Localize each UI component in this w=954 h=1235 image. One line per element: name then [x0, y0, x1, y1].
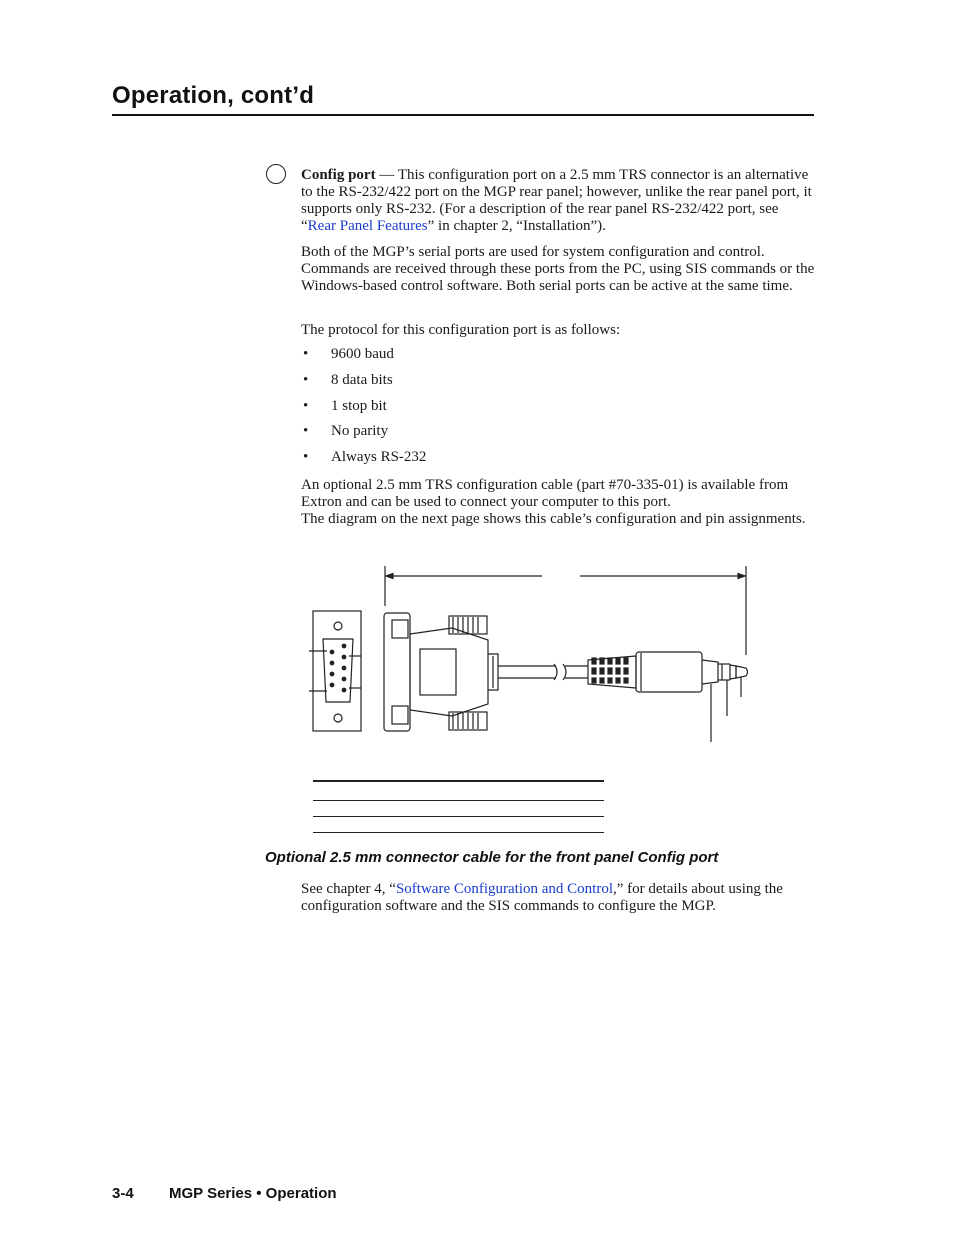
callout-leaders — [711, 677, 741, 742]
closing-paragraph — [301, 881, 816, 915]
protocol-intro-paragraph: The protocol for this configuration port is as follows: — [301, 322, 621, 338]
list-item — [301, 371, 601, 397]
bullet-icon: • — [303, 346, 309, 362]
config-port-text: — This configuration port on a 2.5 mm TRS connector is an alternative to the RS-232/422 port on the MGP rear panel; however, unlike the rear panel port, it supports only RS-232. (For a description of the rear panel RS-232/422 port, see “ — [301, 167, 812, 234]
software-configuration-link[interactable]: Software Configuration and Control — [395, 881, 613, 897]
serial-ports-paragraph: Both of the MGP’s serial ports are used for system configuration and control. Commands are received through these ports from the PC, using SIS commands or the Windows-based control software. Both serial ports can be active at the same time. — [301, 244, 815, 294]
bullet-icon: • — [303, 449, 309, 466]
list-item — [301, 397, 601, 423]
config-port-term: Config port — [301, 167, 376, 183]
figure-caption: Optional 2.5 mm connector cable for the front panel Config port — [265, 849, 719, 866]
trs-plug — [588, 652, 748, 692]
diagram-reference-text: The diagram on the next page shows this cable’s configuration and pin assignments. — [301, 511, 806, 527]
list-item — [301, 422, 601, 448]
footer-section: MGP Series • Operation — [169, 1185, 337, 1202]
page-title: Operation, cont’d — [112, 82, 315, 109]
bullet-icon: • — [303, 371, 309, 388]
cable-availability-text: An optional 2.5 mm TRS configuration cable (part #70-335-01) is available from Extron and can be used to connect your computer to this port. — [301, 477, 789, 510]
cable-availability-paragraph — [301, 477, 816, 528]
title-rule — [112, 114, 814, 116]
pin-table-rule — [313, 816, 604, 817]
closing-text-end: ,” for details about using the configuration software and the SIS commands to configure the MGP. — [301, 881, 783, 914]
cable — [498, 664, 588, 680]
list-item-text: 1 stop bit — [331, 397, 387, 414]
callout-circle-icon — [266, 164, 286, 184]
closing-text: See chapter 4, “ — [301, 881, 396, 897]
list-item-text: 8 data bits — [331, 371, 393, 388]
list-item-text: 9600 baud — [331, 346, 394, 362]
list-item-text: No parity — [331, 423, 389, 440]
list-item — [301, 345, 601, 371]
pin-table-top-rule — [313, 780, 604, 782]
list-item-text: Always RS-232 — [331, 449, 427, 466]
bullet-icon: • — [303, 397, 309, 414]
pin-table-rule — [313, 800, 604, 801]
dimension-lines — [385, 566, 746, 655]
config-port-text-end: ” in chapter 2, “Installation”). — [427, 218, 606, 234]
rear-panel-features-link[interactable]: Rear Panel Features — [307, 218, 428, 234]
db9-connector-body — [384, 613, 498, 731]
pin-table-rule — [313, 832, 604, 833]
db9-connector-face — [309, 611, 361, 731]
list-item — [301, 448, 601, 474]
cable-diagram — [300, 560, 760, 760]
page-number: 3-4 — [112, 1185, 134, 1202]
config-port-paragraph — [301, 167, 816, 235]
bullet-icon: • — [303, 423, 309, 440]
protocol-list — [301, 345, 601, 474]
